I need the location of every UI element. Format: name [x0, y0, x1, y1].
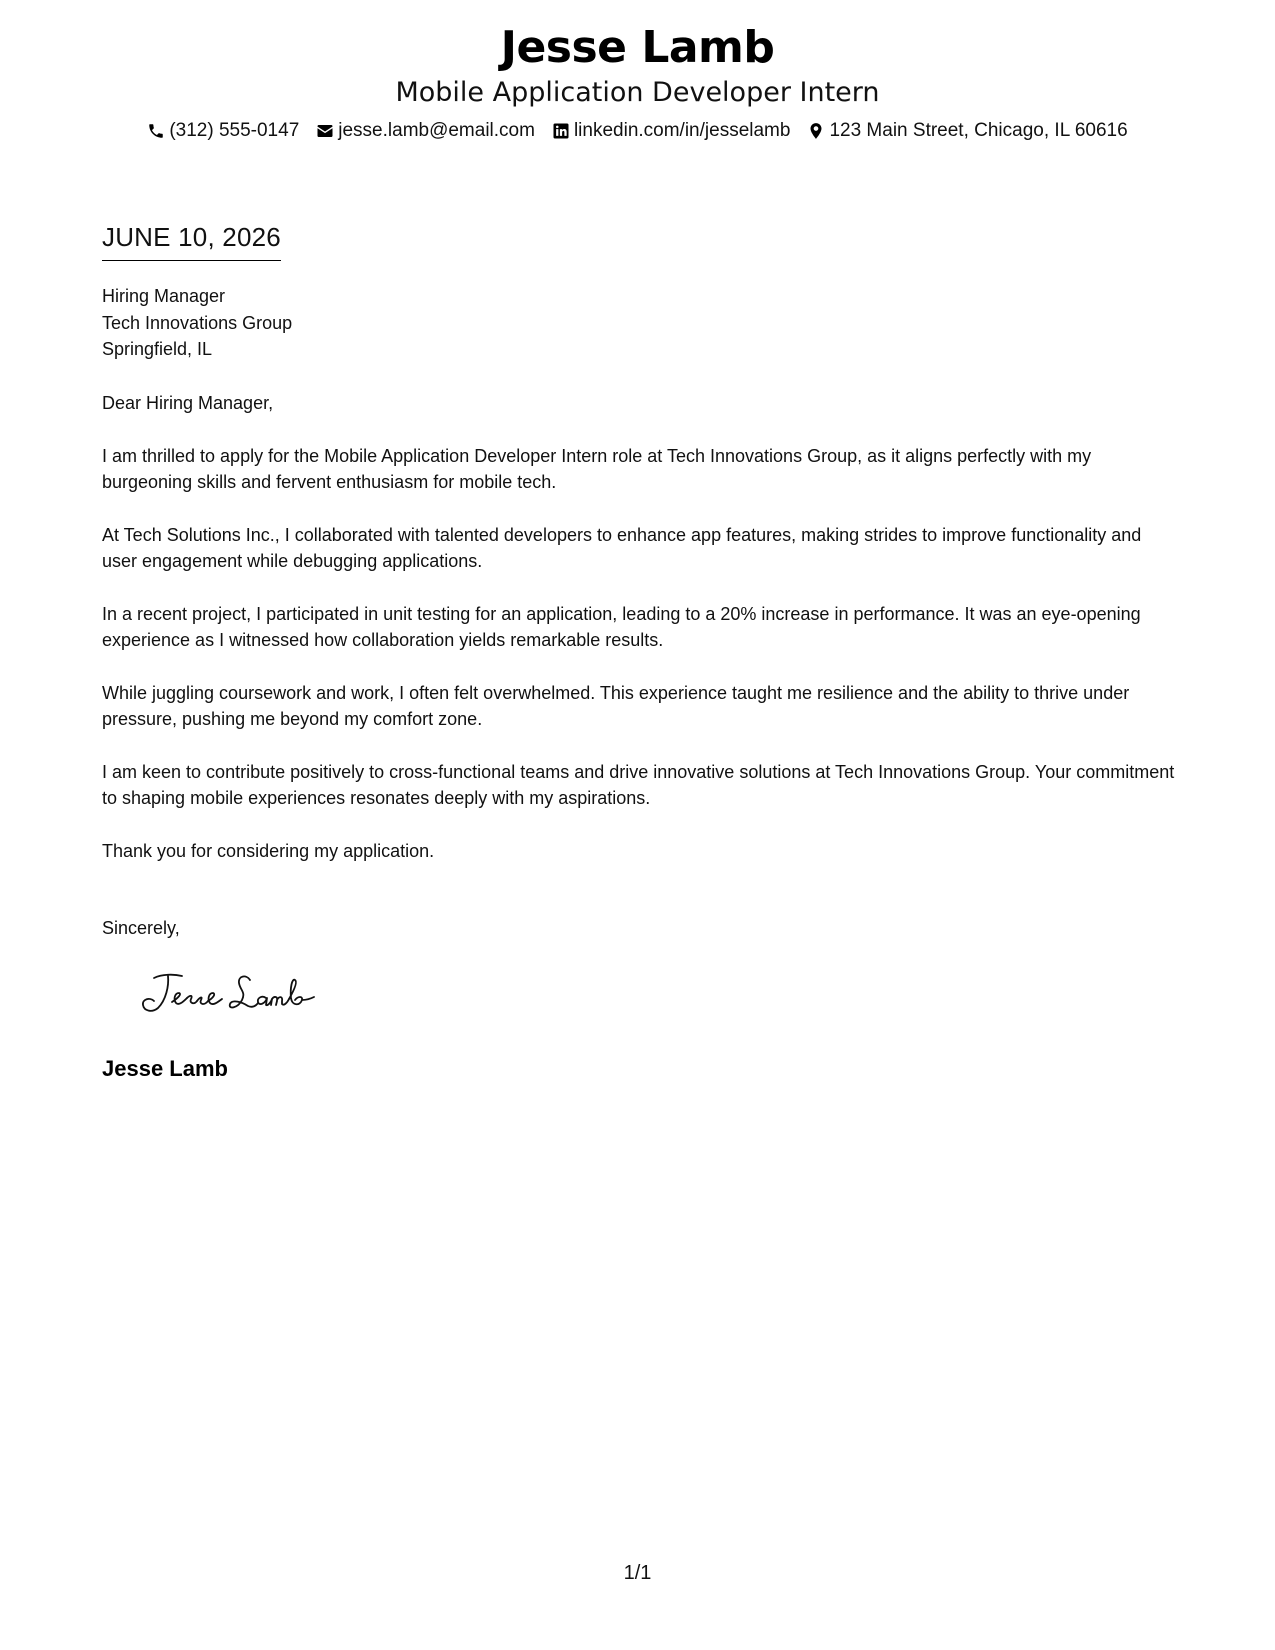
phone-icon: [147, 122, 165, 140]
handwritten-signature: [138, 968, 328, 1023]
letter-date: JUNE 10, 2026: [102, 220, 281, 261]
recipient-line: Hiring Manager: [102, 286, 226, 306]
address-text: 123 Main Street, Chicago, IL 60616: [829, 120, 1128, 141]
body-paragraph: I am keen to contribute positively to cross-functional teams and drive innovative solutions at Tech Innovations Group. Your commitment to shaping mobile experiences resonates deeply with my aspirations.: [102, 761, 1175, 808]
body-paragraph: I am thrilled to apply for the Mobile Application Developer Intern role at Tech Innovations Group, as it aligns perfectly with my burgeoning skills and fervent enthusiasm for mobile tech.: [102, 445, 1092, 492]
body-paragraph: Thank you for considering my application.: [102, 840, 435, 861]
envelope-icon: [316, 122, 334, 140]
greeting: Dear Hiring Manager,: [102, 393, 274, 413]
page-number: 1/1: [623, 1562, 652, 1584]
recipient-block: [102, 283, 1177, 363]
contact-linkedin[interactable]: [552, 118, 791, 144]
job-title: Mobile Application Developer Intern: [395, 77, 880, 108]
recipient-line: Tech Innovations Group: [102, 312, 293, 333]
map-pin-icon: [807, 122, 825, 140]
linkedin-text: linkedin.com/in/jesselamb: [573, 120, 791, 141]
email-text: jesse.lamb@email.com: [338, 120, 535, 141]
letter-header: [0, 20, 1275, 144]
body-paragraph: At Tech Solutions Inc., I collaborated with talented developers to enhance app features, making strides to improve functionality and user engagement while debugging applications.: [102, 524, 1142, 571]
letter-body: [102, 390, 1177, 890]
linkedin-icon: [552, 122, 570, 140]
body-paragraph: While juggling coursework and work, I often felt overwhelmed. This experience taught me resilience and the ability to thrive under pressure, pushing me beyond my comfort zone.: [102, 682, 1130, 729]
sender-name: Jesse Lamb: [102, 1056, 228, 1081]
contact-address: [807, 118, 1127, 144]
contact-email[interactable]: [316, 118, 535, 144]
closing: Sincerely,: [102, 918, 180, 938]
phone-text: (312) 555-0147: [169, 120, 300, 141]
applicant-name: Jesse Lamb: [500, 22, 775, 73]
body-paragraph: In a recent project, I participated in unit testing for an application, leading to a 20% increase in performance. It was an eye-opening experience as I witnessed how collaboration yields remarkable results.: [102, 603, 1141, 650]
contact-bar: [0, 118, 1275, 144]
contact-phone[interactable]: [147, 118, 299, 144]
recipient-line: Springfield, IL: [102, 339, 213, 359]
